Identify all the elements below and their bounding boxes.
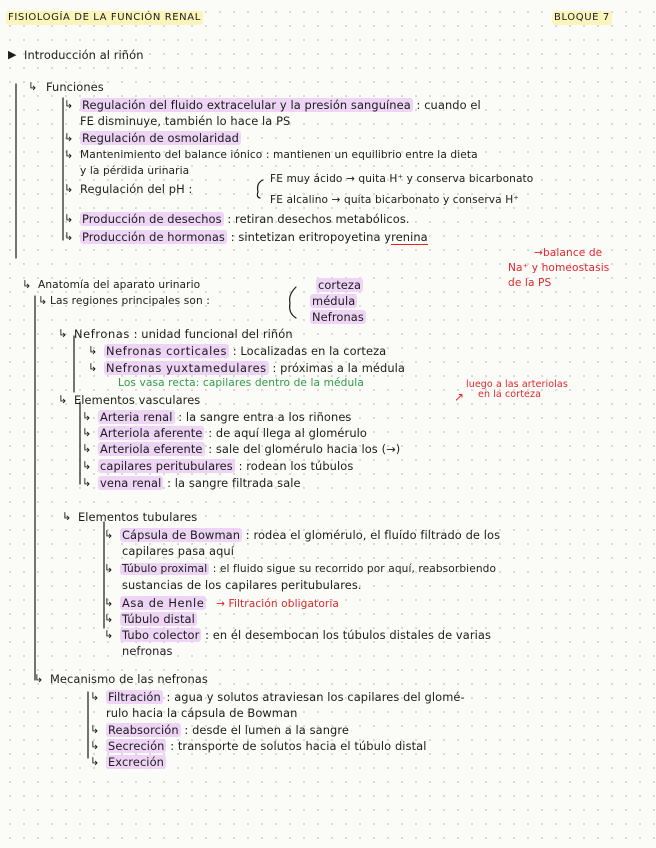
arrow-icon: ↳ (62, 510, 72, 523)
arrow-icon: ↳ (64, 98, 74, 111)
funcion-item-cont: FE disminuye, también lo hace la PS (80, 114, 291, 128)
vasculares-note-2: en la corteza (478, 389, 541, 400)
renina-note-1: →balance de (534, 247, 603, 259)
arrow-icon: ↳ (90, 755, 100, 768)
vascular-item: capilares peritubulares : rodean los túbulos (100, 459, 354, 473)
arrow-icon: ↳ (104, 596, 114, 609)
mecanismo-item: Filtración : agua y solutos atraviesan los capilares del glomé- (108, 690, 465, 704)
arrow-icon: ↳ (90, 690, 100, 703)
arrow-icon: ↳ (58, 327, 68, 340)
anatomia-title: Anatomía del aparato urinario (38, 279, 201, 291)
arrow-icon: ↳ (104, 612, 114, 625)
page-title: FISIOLOGÍA DE LA FUNCIÓN RENAL (8, 12, 201, 23)
arrow-icon: ↳ (28, 80, 38, 93)
funcion-item: Producción de desechos : retiran desechos metabólicos. (82, 212, 410, 226)
tubulares-title: Elementos tubulares (78, 510, 198, 524)
mecanismo-item: Excreción (108, 755, 164, 769)
funcion-item: Producción de hormonas : sintetizan eritropoyetina yrenina (82, 230, 428, 244)
arrow-icon: ↳ (82, 476, 92, 489)
funcion-item: Regulación de osmolaridad (82, 131, 240, 145)
tubular-item-cont: sustancias de los capilares peritubulares. (122, 578, 362, 592)
mecanismo-item: Secreción : transporte de solutos hacia el túbulo distal (108, 739, 427, 753)
nefronas-yuxtamedulares: Nefronas yuxtamedulares : próximas a la médula (106, 361, 405, 375)
regiones-label: Las regiones principales son : (50, 295, 210, 307)
renina-note-2: Na⁺ y homeostasis (508, 262, 610, 274)
region-nefronas: Nefronas (312, 310, 364, 324)
tubular-item-cont: nefronas (122, 644, 173, 658)
block-label: BLOQUE 7 (554, 12, 610, 23)
arrow-icon: ↳ (82, 459, 92, 472)
tubular-item: Túbulo distal (122, 612, 195, 626)
arrow-icon: ↳ (38, 294, 48, 307)
nefronas-item: Nefronas : unidad funcional del riñón (74, 327, 293, 341)
arrow-icon: ↳ (58, 393, 68, 406)
arrow-icon: ↳ (104, 628, 114, 641)
arrow-icon: ↳ (82, 410, 92, 423)
arrow-icon: ↳ (64, 148, 74, 161)
arrow-icon: ↳ (64, 182, 74, 195)
arrow-icon: ↳ (82, 426, 92, 439)
arrow-icon: ↳ (64, 230, 74, 243)
ph-acid: FE muy ácido → quita H⁺ y conserva bicarbonato (270, 173, 534, 185)
arrow-icon: ↳ (64, 131, 74, 144)
arrow-icon: ▶ (8, 48, 17, 61)
mecanismo-title: Mecanismo de las nefronas (50, 672, 208, 686)
arrow-icon: ↳ (34, 672, 44, 685)
vascular-item: vena renal : la sangre filtrada sale (100, 476, 301, 490)
vasculares-note-1: luego a las arteriolas (466, 379, 568, 390)
tubular-item: Cápsula de Bowman : rodea el glomérulo, el fluido filtrado de los (122, 528, 501, 542)
funciones-title: Funciones (46, 80, 104, 94)
region-corteza: corteza (318, 278, 362, 292)
arrow-icon: ↳ (88, 344, 98, 357)
tubular-item: Asa de Henle → Filtración obligatoria (122, 596, 340, 610)
tubular-item: Tubo colector : en él desembocan los túbulos distales de varias (122, 628, 492, 642)
nefronas-corticales: Nefronas corticales : Localizadas en la corteza (106, 344, 387, 358)
vasa-recta-note: Los vasa recta: capilares dentro de la médula (118, 377, 364, 389)
arrow-icon: ↳ (104, 528, 114, 541)
funcion-item: Regulación del fluido extracelular y la presión sanguínea : cuando el (82, 98, 481, 112)
vascular-item: Arteriola aferente : de aquí llega al glomérulo (100, 426, 367, 440)
arrow-icon: ↳ (104, 562, 114, 575)
curved-arrow-icon: ↗ (454, 390, 465, 404)
funcion-item-ph: Regulación del pH : (80, 182, 193, 196)
vascular-item: Arteria renal : la sangre entra a los riñones (100, 410, 352, 424)
arrow-icon: ↳ (88, 361, 98, 374)
vasculares-title: Elementos vasculares (74, 393, 201, 407)
arrow-icon: ↳ (90, 739, 100, 752)
vascular-item: Arteriola eferente : sale del glomérulo hacia los (→) (100, 442, 401, 456)
intro-title: Introducción al riñón (24, 48, 144, 62)
arrow-icon: ↳ (82, 442, 92, 455)
tubular-item: Túbulo proximal : el fluido sigue su recorrido por aquí, reabsorbiendo (122, 563, 497, 575)
mecanismo-item: Reabsorción : desde el lumen a la sangre (108, 723, 350, 737)
arrow-icon: ↳ (22, 278, 32, 291)
tubular-item-cont: capilares pasa aquí (122, 544, 235, 558)
funcion-item-cont: y la pérdida urinaria (80, 165, 190, 177)
funcion-item: Mantenimiento del balance iónico : mantienen un equilibrio entre la dieta (80, 149, 478, 161)
renina-note-3: de la PS (508, 277, 552, 289)
region-medula: médula (312, 294, 356, 308)
arrow-icon: ↳ (90, 723, 100, 736)
mecanismo-item-cont: rulo hacia la cápsula de Bowman (106, 706, 298, 720)
ph-alkaline: FE alcalino → quita bicarbonato y conserva H⁺ (270, 194, 519, 206)
arrow-icon: ↳ (64, 212, 74, 225)
